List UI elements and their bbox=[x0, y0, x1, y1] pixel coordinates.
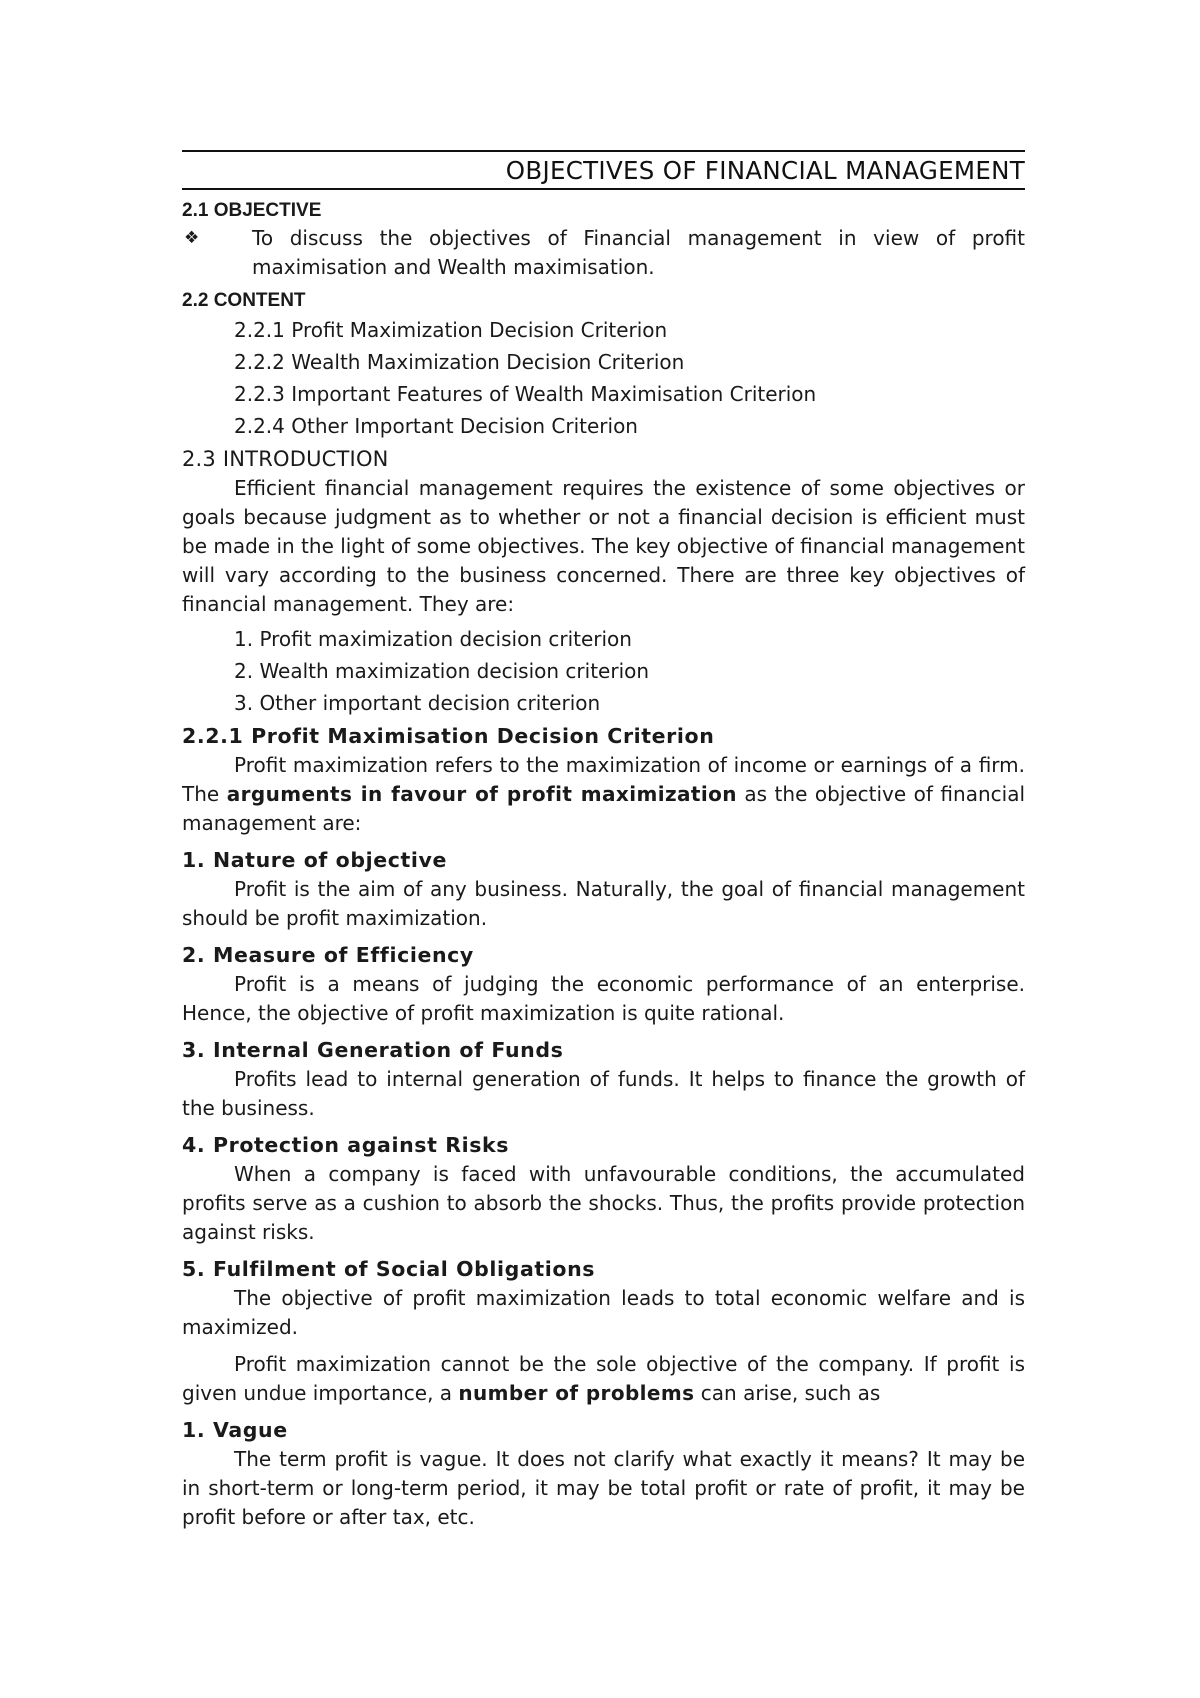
argument-text: Profit is a means of judging the economic performance of an enterprise. Hence, the objective of profit maximization is quite rational. bbox=[182, 972, 1025, 1025]
page-title: OBJECTIVES OF FINANCIAL MANAGEMENT bbox=[182, 150, 1025, 190]
section-2-2-heading: 2.2 CONTENT bbox=[182, 290, 306, 311]
section-2-1-heading: 2.1 OBJECTIVE bbox=[182, 200, 322, 221]
introduction-paragraph: Efficient financial management requires the existence of some objectives or goals because judgment as to whether or not a financial decision is efficient must be made in the light of some objectives. The key objective of financial management will vary according to the business concerned. There are three key objectives of financial management. They are: bbox=[182, 476, 1025, 616]
argument-heading: 5. Fulfilment of Social Obligations bbox=[182, 1257, 596, 1281]
list-item: 2. Wealth maximization decision criterion bbox=[234, 659, 650, 683]
content-list bbox=[182, 314, 1025, 442]
argument-text: Profits lead to internal generation of funds. It helps to finance the growth of the business. bbox=[182, 1067, 1025, 1120]
problems-paragraph: Profit maximization cannot be the sole objective of the company. If profit is given undue importance, a number of problems can arise, such as bbox=[182, 1352, 1025, 1405]
document-page bbox=[182, 150, 1025, 1532]
bold-phrase: arguments in favour of profit maximization bbox=[226, 782, 737, 806]
profit-max-paragraph: Profit maximization refers to the maximization of income or earnings of a firm. The arguments in favour of profit maximization as the objective of financial management are: bbox=[182, 753, 1026, 835]
argument-heading: 1. Nature of objective bbox=[182, 848, 447, 872]
argument-text: The objective of profit maximization leads to total economic welfare and is maximized. bbox=[182, 1286, 1025, 1339]
content-item: 2.2.2 Wealth Maximization Decision Criterion bbox=[234, 350, 685, 374]
content-item: 2.2.1 Profit Maximization Decision Criterion bbox=[234, 318, 668, 342]
objectives-list bbox=[182, 623, 1025, 719]
argument-heading: 4. Protection against Risks bbox=[182, 1133, 510, 1157]
argument-heading: 3. Internal Generation of Funds bbox=[182, 1038, 564, 1062]
problem-text: The term profit is vague. It does not clarify what exactly it means? It may be in short-term or long-term period, it may be total profit or rate of profit, it may be profit before or after tax, etc. bbox=[182, 1447, 1025, 1529]
argument-heading: 2. Measure of Efficiency bbox=[182, 943, 474, 967]
list-item: 1. Profit maximization decision criterion bbox=[234, 627, 632, 651]
objective-text: To discuss the objectives of Financial management in view of profit maximisation and Wealth maximisation. bbox=[252, 226, 1025, 279]
argument-text: Profit is the aim of any business. Naturally, the goal of financial management should be profit maximization. bbox=[182, 877, 1025, 930]
content-item: 2.2.3 Important Features of Wealth Maximisation Criterion bbox=[234, 382, 817, 406]
problem-heading: 1. Vague bbox=[182, 1418, 288, 1442]
bold-phrase: number of problems bbox=[458, 1381, 695, 1405]
content-item: 2.2.4 Other Important Decision Criterion bbox=[234, 414, 638, 438]
section-2-2-1-heading: 2.2.1 Profit Maximisation Decision Criterion bbox=[182, 724, 715, 748]
argument-text: When a company is faced with unfavourable conditions, the accumulated profits serve as a cushion to absorb the shocks. Thus, the profits provide protection against risks. bbox=[182, 1162, 1025, 1244]
section-2-3-heading: 2.3 INTRODUCTION bbox=[182, 447, 389, 471]
diamond-bullet-icon: ❖ bbox=[184, 228, 200, 248]
objective-bullet bbox=[182, 224, 1025, 282]
list-item: 3. Other important decision criterion bbox=[234, 691, 601, 715]
